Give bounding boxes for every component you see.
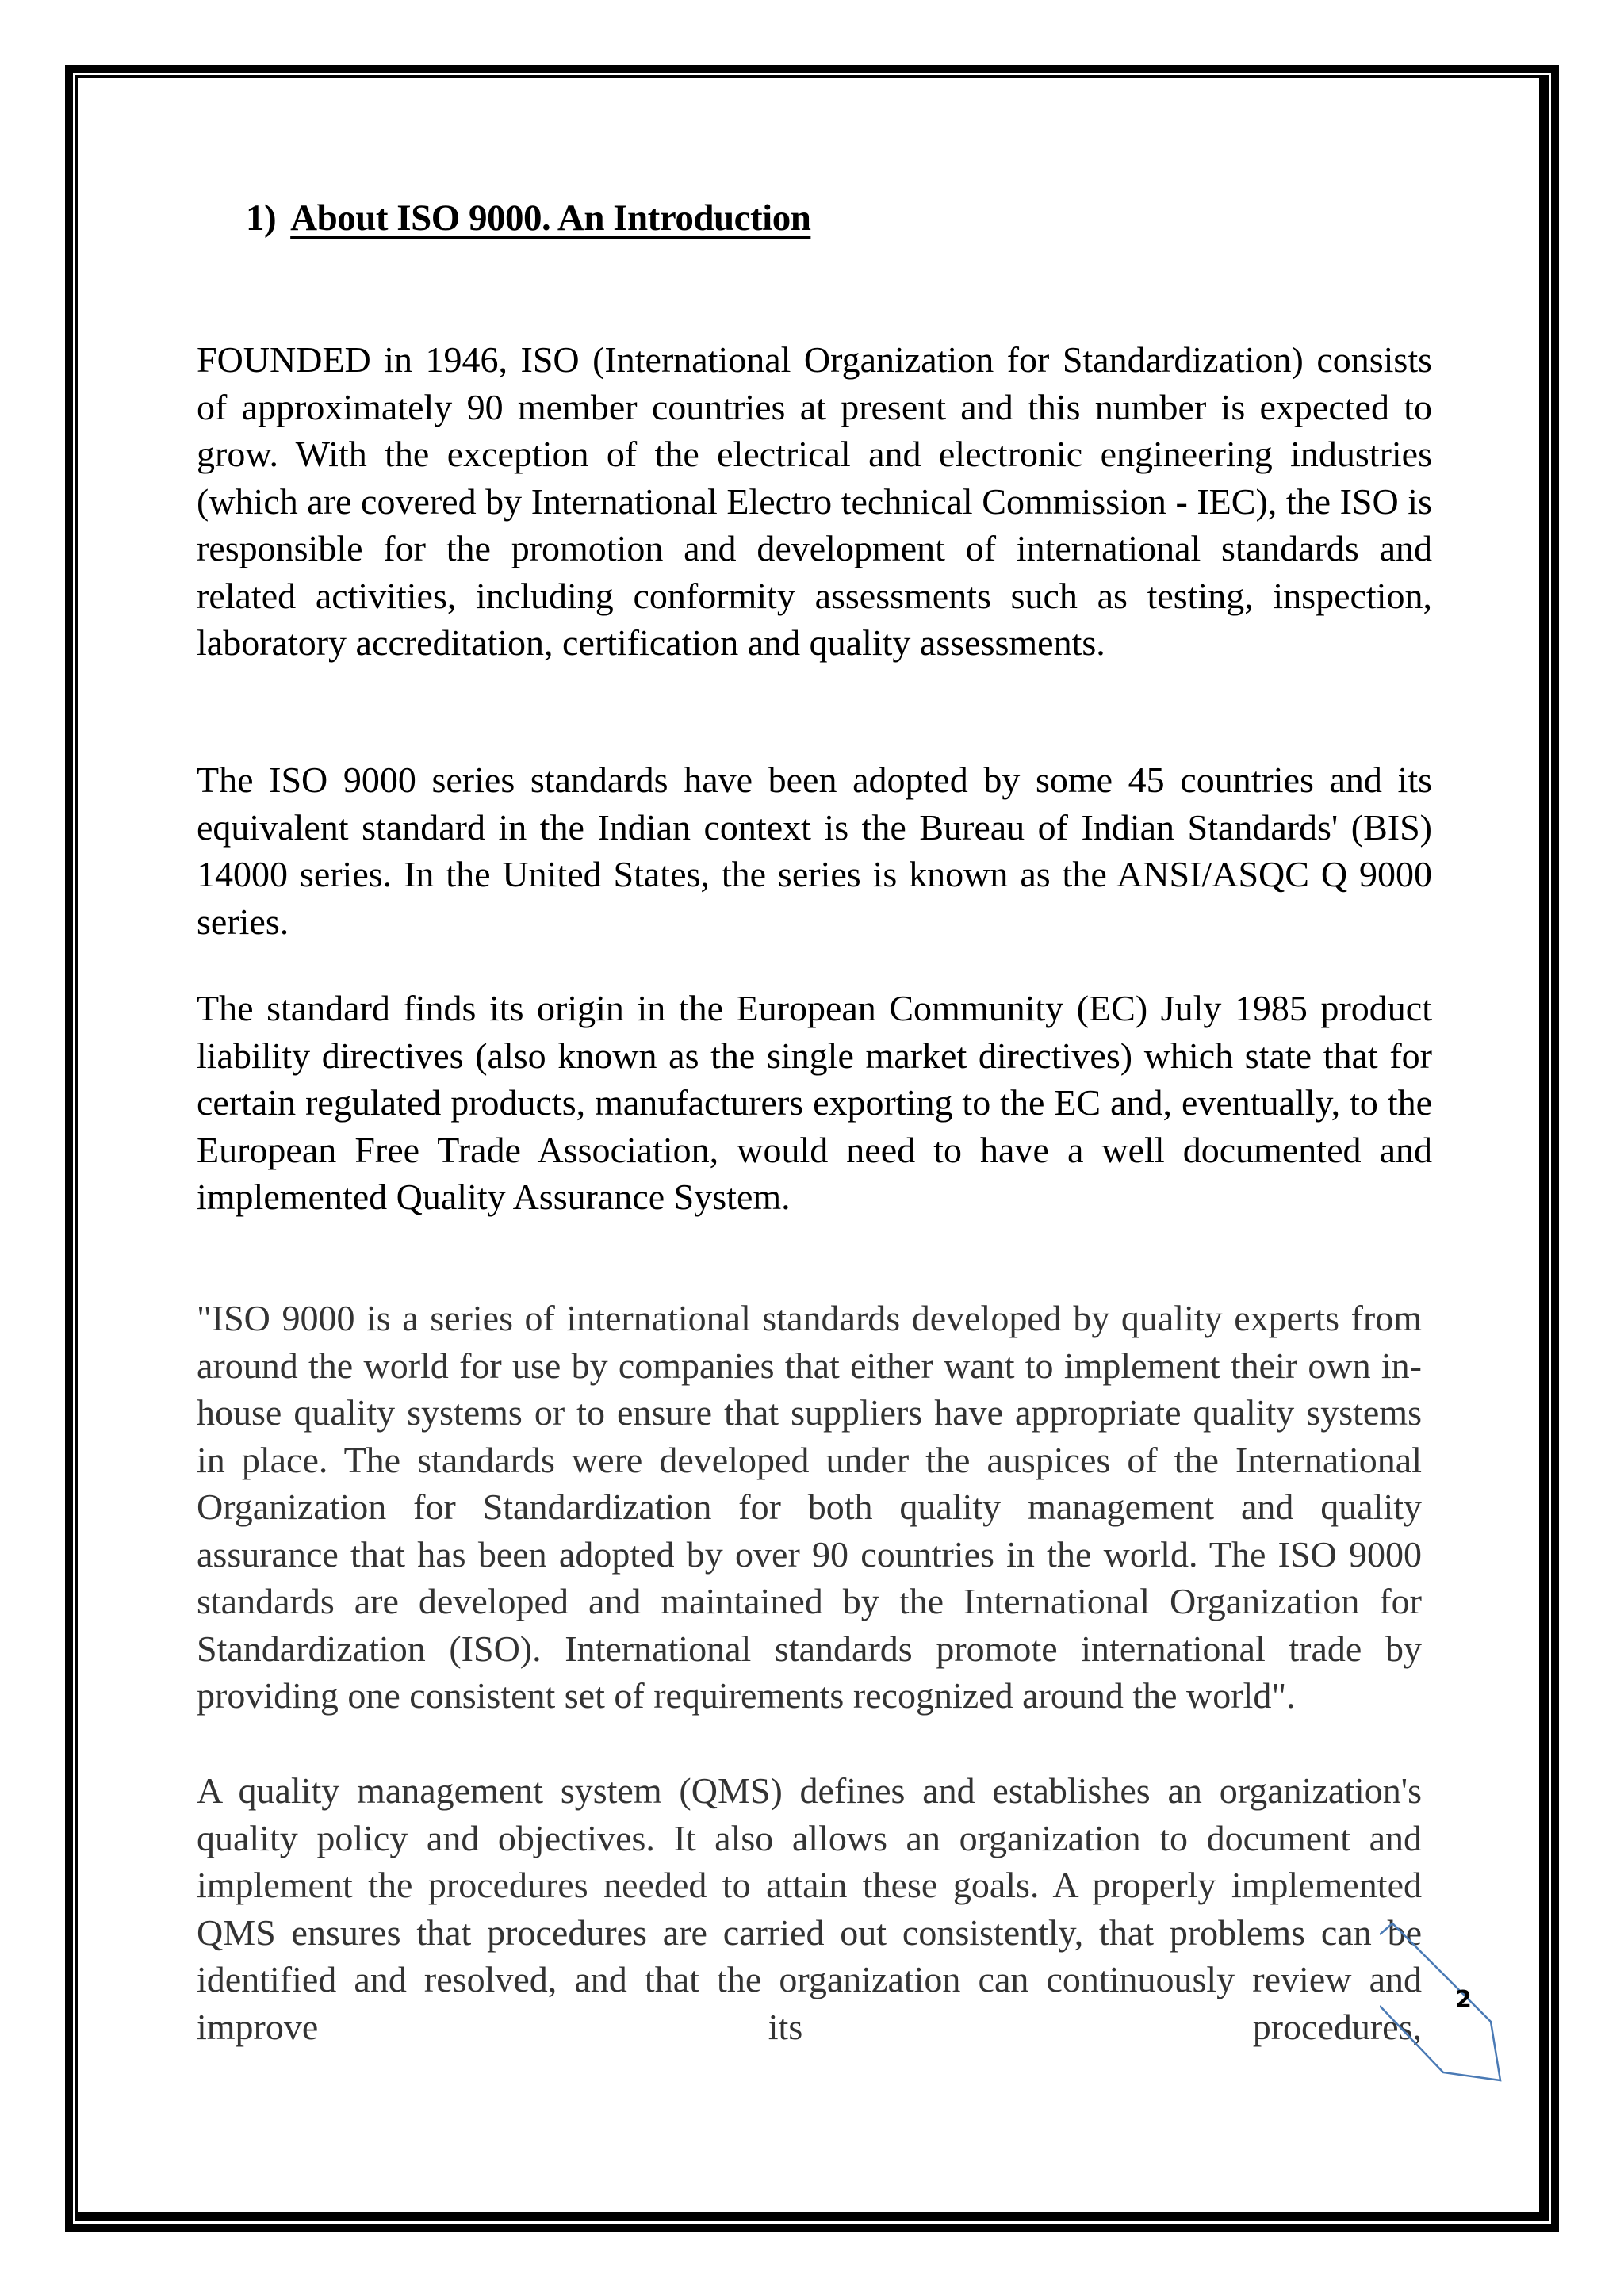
page-number: 2 bbox=[1455, 1986, 1472, 2014]
paragraph-iso-founding: FOUNDED in 1946, ISO (International Organization for Standardization) consists of approximately 90 member countries at present and this number is expected to grow. With the exception of the electrical and electronic engineering industries (which are covered by International Electro technical Commission - IEC), the ISO is responsible for the promotion and development of international standards and related activities, including conformity assessments such as testing, inspection, laboratory accreditation, certification and quality assessments. bbox=[197, 339, 1432, 663]
section-title: About ISO 9000. An Introduction bbox=[290, 197, 811, 239]
paragraph-iso-origin: The standard finds its origin in the European Community (EC) July 1985 product liability directives (also known as the single market directives) which state that for certain regulated products, manufacturers exporting to the EC and, eventually, to the European Free Trade Association, would need to have a well documented and implemented Quality Assurance System. bbox=[197, 988, 1432, 1217]
section-number: 1) bbox=[246, 197, 277, 239]
section-heading bbox=[246, 197, 810, 239]
paragraph-qms-definition: A quality management system (QMS) defines and establishes an organization's quality policy and objectives. It also allows an organization to document and implement the procedures needed to attain these goals. A properly implemented QMS ensures that procedures are carried out consistently, that problems can be identified and resolved, and that the organization can continuously review and improve its procedures, bbox=[197, 1770, 1422, 2047]
paragraph-iso-quote: "ISO 9000 is a series of international standards developed by quality experts from around the world for use by companies that either want to implement their own in-house quality systems or to ensure that suppliers have appropriate quality systems in place. The standards were developed under the auspices of the International Organization for Standardization for both quality management and quality assurance that has been adopted by over 90 countries in the world. The ISO 9000 standards are developed and maintained by the International Organization for Standardization (ISO). International standards promote international trade by providing one consistent set of requirements recognized around the world". bbox=[197, 1298, 1422, 1716]
paragraph-iso-adoption: The ISO 9000 series standards have been adopted by some 45 countries and its equivalent standard in the Indian context is the Bureau of Indian Standards' (BIS) 14000 series. In the United States, the series is known as the ANSI/ASQC Q 9000 series. bbox=[197, 760, 1432, 942]
